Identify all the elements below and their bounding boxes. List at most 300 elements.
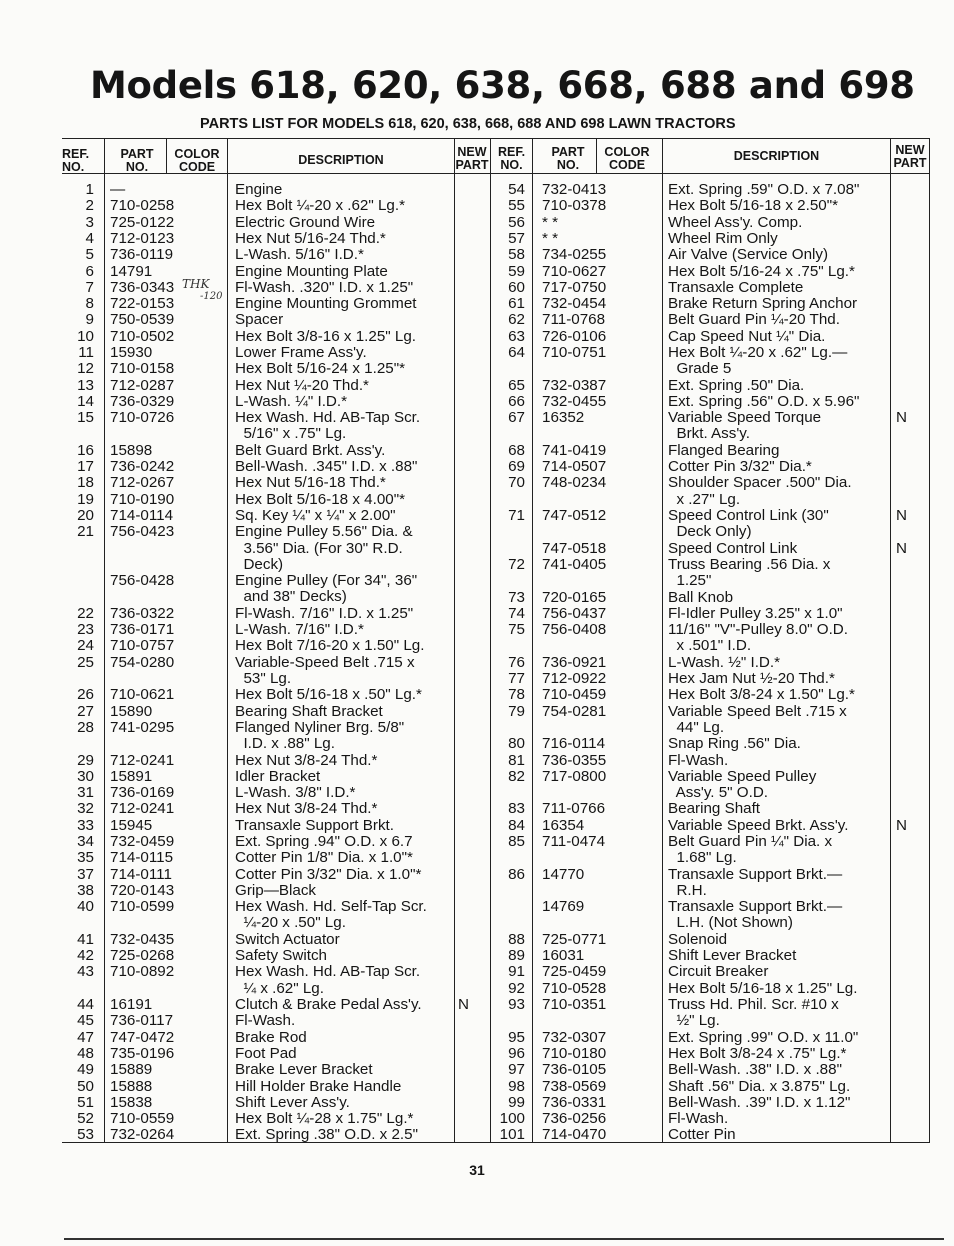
part-number: 756-0408	[542, 621, 607, 639]
part-number: 710-0757	[110, 637, 175, 655]
part-description: L-Wash. ¼" I.D.*	[235, 392, 348, 410]
part-description: Lower Frame Ass'y.	[235, 344, 367, 361]
part-number: 732-0459	[110, 833, 175, 850]
part-description: Bell-Wash. .345" I.D. x .88"	[235, 458, 418, 476]
ref-number: 32	[77, 800, 94, 818]
part-number: * *	[542, 229, 559, 247]
ref-number: 60	[508, 278, 525, 296]
ref-number: 5	[85, 246, 94, 264]
part-number: 754-0281	[542, 702, 607, 720]
ref-number: 33	[77, 816, 94, 834]
part-number: 712-0287	[110, 376, 175, 394]
part-number: 736-0331	[542, 1093, 607, 1111]
new-part-flag: N	[458, 996, 469, 1013]
part-description: Hex Bolt 5/16-18 x 4.00"*	[235, 490, 406, 508]
part-description: L-Wash. 5/16" I.D.*	[235, 246, 364, 264]
ref-number: 63	[508, 327, 525, 345]
ref-number: 53	[77, 1126, 94, 1144]
ref-number: 28	[77, 718, 94, 736]
part-number: 710-0378	[542, 197, 607, 215]
part-description: Flanged Nyliner Brg. 5/8" I.D. x .88" Lg.	[235, 718, 405, 753]
part-number: 710-0502	[110, 327, 175, 345]
ref-number: 9	[85, 311, 94, 329]
part-number: 15930	[110, 344, 153, 361]
ref-number: 24	[77, 637, 94, 655]
part-number: 735-0196	[110, 1044, 175, 1062]
part-description: Variable-Speed Belt .715 x 53" Lg.	[235, 653, 415, 687]
ref-number: 80	[508, 735, 525, 753]
part-description: Bell-Wash. .38" I.D. x .88"	[668, 1061, 842, 1079]
part-description: Ext. Spring .50" Dia.	[668, 376, 805, 394]
parts-list-subtitle: PARTS LIST FOR MODELS 618, 620, 638, 668, 688 AND 698 LAWN TRACTORS	[200, 116, 736, 132]
part-number: —	[110, 181, 126, 198]
ref-number: 100	[499, 1110, 525, 1128]
footer-rule	[64, 1238, 944, 1240]
part-description: Hex Wash. Hd. AB-Tap Scr. ¼ x .62" Lg.	[235, 963, 421, 997]
part-description: Ball Knob	[668, 588, 734, 606]
part-description: L-Wash. 3/8" I.D.*	[235, 784, 356, 802]
part-description: Sq. Key ¼" x ¼" x 2.00"	[235, 507, 396, 524]
part-description: Variable Speed Brkt. Ass'y.	[668, 816, 849, 834]
part-description: Hex Bolt ¼-28 x 1.75" Lg.*	[235, 1110, 414, 1128]
ref-number: 40	[77, 898, 94, 916]
part-description: Ext. Spring .99" O.D. x 11.0"	[668, 1028, 859, 1046]
header-color-code: COLOR CODE	[174, 147, 220, 174]
ref-number: 57	[508, 229, 525, 247]
ref-number: 23	[77, 621, 94, 639]
part-description: Ext. Spring .94" O.D. x 6.7	[235, 833, 413, 850]
ref-number: 77	[508, 670, 525, 687]
part-number: 710-0627	[542, 262, 607, 280]
part-description: Idler Bracket	[235, 767, 321, 785]
part-description: Brake Rod	[235, 1028, 307, 1046]
ref-number: 49	[77, 1061, 94, 1079]
ref-number: 64	[508, 344, 525, 361]
ref-number: 98	[508, 1077, 525, 1095]
part-description: Engine Pulley 5.56" Dia. & 3.56" Dia. (For 30" R.D. Deck)	[235, 523, 413, 573]
header-description: DESCRIPTION	[733, 149, 820, 163]
ref-number: 17	[77, 458, 94, 476]
ref-number: 56	[508, 213, 525, 231]
part-description: Bearing Shaft Bracket	[235, 702, 383, 720]
page-number: 31	[469, 1162, 485, 1178]
ref-number: 19	[77, 490, 94, 508]
part-number: 750-0539	[110, 311, 175, 329]
part-number: 756-0428	[110, 572, 175, 590]
part-number: 736-0329	[110, 392, 175, 410]
ref-number: 25	[77, 653, 94, 671]
part-description: Ext. Spring .56" O.D. x 5.96"	[668, 392, 860, 410]
part-number: 16191	[110, 996, 153, 1013]
ref-number: 93	[508, 996, 525, 1013]
part-number: 732-0454	[542, 295, 607, 313]
part-description: Bearing Shaft	[668, 800, 761, 818]
part-number: 14769	[542, 898, 585, 916]
ref-number: 13	[77, 376, 94, 394]
part-number: 712-0241	[110, 751, 175, 769]
ref-number: 12	[77, 360, 94, 378]
part-number: 15888	[110, 1077, 153, 1095]
part-description: Hex Bolt 3/8-24 x .75" Lg.*	[668, 1044, 847, 1062]
part-number: 717-0800	[542, 767, 607, 785]
ref-number: 82	[508, 767, 525, 785]
part-description: Safety Switch	[235, 947, 328, 965]
part-description: Bell-Wash. .39" I.D. x 1.12"	[668, 1093, 851, 1111]
ref-number: 97	[508, 1061, 525, 1079]
part-number: 732-0413	[542, 181, 607, 198]
part-description: Grip—Black	[235, 881, 317, 899]
part-description: 11/16" "V"-Pulley 8.0" O.D. x .501" I.D.	[668, 621, 848, 655]
part-description: Fl-Wash.	[235, 1012, 296, 1030]
part-number: 16352	[542, 409, 585, 427]
part-description: Belt Guard Brkt. Ass'y.	[235, 441, 386, 459]
header-part-no: PART NO.	[120, 147, 154, 174]
part-description: Hex Nut ¼-20 Thd.*	[235, 376, 369, 394]
ref-number: 16	[77, 441, 94, 459]
ref-number: 76	[508, 653, 525, 671]
part-number: 736-0105	[542, 1061, 607, 1079]
ref-number: 43	[77, 963, 94, 981]
part-description: Shift Lever Ass'y.	[235, 1093, 350, 1111]
ref-number: 69	[508, 458, 525, 476]
ref-number: 92	[508, 979, 525, 997]
part-number: 15898	[110, 441, 153, 459]
part-description: Hex Bolt 5/16-24 x .75" Lg.*	[668, 262, 855, 280]
part-description: Ext. Spring .59" O.D. x 7.08"	[668, 181, 860, 198]
new-part-flag: N	[896, 539, 907, 557]
part-description: Hex Nut 3/8-24 Thd.*	[235, 751, 378, 769]
header-color-code: COLOR CODE	[604, 145, 650, 172]
part-number: 712-0267	[110, 474, 175, 492]
part-description: Fl-Idler Pulley 3.25" x 1.0"	[668, 604, 843, 622]
part-number: 741-0295	[110, 718, 175, 736]
part-description: Hex Bolt 5/16-24 x 1.25"*	[235, 360, 406, 378]
part-number: * *	[542, 213, 559, 231]
part-description: Wheel Ass'y. Comp.	[668, 213, 803, 231]
ref-number: 73	[508, 588, 525, 606]
new-part-flag: N	[896, 409, 907, 427]
part-number: 712-0123	[110, 229, 175, 247]
part-number: 15945	[110, 816, 153, 834]
ref-number: 31	[77, 784, 94, 802]
part-number: 15890	[110, 702, 153, 720]
ref-number: 67	[508, 409, 525, 427]
part-number: 710-0599	[110, 898, 175, 916]
ref-number: 79	[508, 702, 525, 720]
part-description: Air Valve (Service Only)	[668, 246, 829, 264]
ref-number: 27	[77, 702, 94, 720]
header-ref-no: REF. NO.	[62, 147, 90, 174]
part-number: 732-0264	[110, 1126, 175, 1144]
part-number: 725-0268	[110, 947, 175, 965]
ref-number: 86	[508, 865, 525, 883]
ref-number: 52	[77, 1110, 94, 1128]
ref-number: 62	[508, 311, 525, 329]
ref-number: 6	[85, 262, 94, 280]
handwritten-note: -120	[200, 291, 223, 302]
part-description: Variable Speed Belt .715 x 44" Lg.	[668, 702, 847, 736]
part-number: 720-0143	[110, 881, 175, 899]
ref-number: 8	[85, 295, 94, 313]
column-divider	[490, 139, 491, 1142]
part-description: Hex Bolt 3/8-24 x 1.50" Lg.*	[668, 686, 855, 704]
part-number: 14770	[542, 865, 585, 883]
part-number: 714-0507	[542, 458, 607, 476]
part-description: Speed Control Link	[668, 539, 798, 557]
part-number: 717-0750	[542, 278, 607, 296]
column-divider	[532, 139, 533, 1142]
part-number: 711-0766	[542, 800, 606, 818]
part-number: 710-0180	[542, 1044, 607, 1062]
part-description: Ext. Spring .38" O.D. x 2.5"	[235, 1126, 418, 1144]
part-description: Cotter Pin 3/32" Dia.*	[668, 458, 812, 476]
part-description: Clutch & Brake Pedal Ass'y.	[235, 996, 422, 1013]
part-number: 716-0114	[542, 735, 606, 753]
part-description: Cap Speed Nut ¼" Dia.	[668, 327, 826, 345]
column-divider	[662, 139, 663, 1142]
ref-number: 1	[85, 181, 94, 198]
table-right-edge	[929, 139, 930, 1142]
part-description: Brake Lever Bracket	[235, 1061, 373, 1079]
part-number: 714-0115	[110, 849, 174, 867]
part-number: 712-0241	[110, 800, 175, 818]
part-number: 734-0255	[542, 246, 607, 264]
ref-number: 74	[508, 604, 525, 622]
ref-number: 70	[508, 474, 525, 492]
part-number: 756-0437	[542, 604, 607, 622]
part-number: 736-0322	[110, 604, 175, 622]
part-description: Fl-Wash.	[668, 1110, 729, 1128]
part-number: 738-0569	[542, 1077, 607, 1095]
ref-number: 89	[508, 947, 525, 965]
part-description: Transaxle Support Brkt.— L.H. (Not Shown)	[668, 898, 843, 932]
ref-number: 4	[85, 229, 94, 247]
part-description: Hex Bolt 5/16-18 x .50" Lg.*	[235, 686, 422, 704]
part-number: 741-0405	[542, 555, 607, 573]
part-number: 710-0459	[542, 686, 607, 704]
part-number: 710-0258	[110, 197, 175, 215]
part-number: 726-0106	[542, 327, 607, 345]
ref-number: 78	[508, 686, 525, 704]
part-number: 710-0559	[110, 1110, 175, 1128]
ref-number: 48	[77, 1044, 94, 1062]
part-description: Hill Holder Brake Handle	[235, 1077, 402, 1095]
part-number: 748-0234	[542, 474, 607, 492]
ref-number: 88	[508, 930, 525, 948]
ref-number: 26	[77, 686, 94, 704]
part-number: 736-0242	[110, 458, 175, 476]
ref-number: 47	[77, 1028, 94, 1046]
ref-number: 14	[77, 392, 94, 410]
part-description: Shaft .56" Dia. x 3.875" Lg.	[668, 1077, 851, 1095]
ref-number: 75	[508, 621, 525, 639]
ref-number: 68	[508, 441, 525, 459]
part-description: Hex Nut 3/8-24 Thd.*	[235, 800, 378, 818]
handwritten-note: THK	[182, 277, 210, 291]
ref-number: 21	[77, 523, 94, 541]
ref-number: 11	[78, 344, 94, 361]
part-number: 736-0256	[542, 1110, 607, 1128]
part-description: Hex Bolt 5/16-18 x 1.25" Lg.	[668, 979, 858, 997]
part-number: 714-0470	[542, 1126, 607, 1144]
part-description: Hex Bolt 5/16-18 x 2.50"*	[668, 197, 839, 215]
header-new-part: NEW PART	[455, 145, 489, 172]
part-description: Wheel Rim Only	[668, 229, 778, 247]
part-description: Hex Bolt 3/8-16 x 1.25" Lg.	[235, 327, 416, 345]
part-description: Switch Actuator	[235, 930, 340, 948]
part-description: Fl-Wash. 7/16" I.D. x 1.25"	[235, 604, 414, 622]
ref-number: 50	[77, 1077, 94, 1095]
ref-number: 30	[77, 767, 94, 785]
ref-number: 61	[508, 295, 525, 313]
part-description: Hex Bolt ¼-20 x .62" Lg.— Grade 5	[668, 344, 848, 378]
part-number: 732-0435	[110, 930, 175, 948]
part-description: Hex Bolt 7/16-20 x 1.50" Lg.	[235, 637, 425, 655]
part-description: Hex Wash. Hd. Self-Tap Scr. ¼-20 x .50" Lg.	[235, 898, 427, 932]
part-number: 747-0472	[110, 1028, 175, 1046]
part-description: Shift Lever Bracket	[668, 947, 797, 965]
ref-number: 71	[508, 507, 525, 524]
new-part-flag: N	[896, 816, 907, 834]
part-description: L-Wash. 7/16" I.D.*	[235, 621, 364, 639]
part-description: Transaxle Complete	[668, 278, 804, 296]
ref-number: 81	[508, 751, 525, 769]
part-description: Snap Ring .56" Dia.	[668, 735, 801, 753]
ref-number: 58	[508, 246, 525, 264]
part-number: 732-0387	[542, 376, 607, 394]
part-description: Cotter Pin 1/8" Dia. x 1.0"*	[235, 849, 413, 867]
part-number: 736-0355	[542, 751, 607, 769]
part-description: L-Wash. ½" I.D.*	[668, 653, 781, 671]
ref-number: 42	[77, 947, 94, 965]
part-description: Solenoid	[668, 930, 728, 948]
ref-number: 34	[77, 833, 94, 850]
ref-number: 83	[508, 800, 525, 818]
header-ref-no: REF. NO.	[497, 145, 526, 172]
part-description: Engine Pulley (For 34", 36" and 38" Decks)	[235, 572, 418, 606]
header-part-no: PART NO.	[551, 145, 585, 172]
ref-number: 45	[77, 1012, 94, 1030]
part-description: Brake Return Spring Anchor	[668, 295, 858, 313]
part-number: 710-0158	[110, 360, 175, 378]
ref-number: 37	[77, 865, 94, 883]
part-number: 754-0280	[110, 653, 175, 671]
table-top-rule	[62, 138, 930, 139]
part-number: 725-0771	[542, 930, 607, 948]
ref-number: 51	[77, 1093, 94, 1111]
ref-number: 22	[77, 604, 94, 622]
part-number: 725-0122	[110, 213, 175, 231]
ref-number: 72	[508, 555, 525, 573]
ref-number: 59	[508, 262, 525, 280]
part-number: 15889	[110, 1061, 153, 1079]
part-number: 736-0117	[110, 1012, 174, 1030]
part-description: Truss Hd. Phil. Scr. #10 x ½" Lg.	[668, 996, 839, 1030]
part-number: 710-0190	[110, 490, 175, 508]
part-number: 736-0171	[110, 621, 175, 639]
part-number: 710-0751	[542, 344, 607, 361]
ref-number: 38	[77, 881, 94, 899]
part-description: Cotter Pin 3/32" Dia. x 1.0"*	[235, 865, 422, 883]
part-description: Fl-Wash.	[668, 751, 729, 769]
ref-number: 91	[508, 963, 525, 981]
part-description: Transaxle Support Brkt.— R.H.	[668, 865, 843, 899]
ref-number: 65	[508, 376, 525, 394]
page-title: Models 618, 620, 638, 668, 688 and 698	[90, 64, 915, 107]
ref-number: 44	[77, 996, 94, 1013]
part-description: Shoulder Spacer .500" Dia. x .27" Lg.	[668, 474, 852, 508]
part-number: 710-0351	[542, 996, 607, 1013]
part-number: 736-0119	[110, 246, 174, 264]
header-new-part: NEW PART	[893, 143, 927, 170]
part-number: 16031	[542, 947, 585, 965]
part-description: Belt Guard Pin ¼" Dia. x 1.68" Lg.	[668, 833, 833, 867]
part-number: 756-0423	[110, 523, 175, 541]
part-description: Hex Jam Nut ½-20 Thd.*	[668, 670, 835, 687]
new-part-flag: N	[896, 507, 907, 524]
part-number: 711-0474	[542, 833, 606, 850]
ref-number: 3	[85, 213, 94, 231]
part-description: Belt Guard Pin ¼-20 Thd.	[668, 311, 840, 329]
part-number: 710-0528	[542, 979, 607, 997]
part-number: 736-0169	[110, 784, 175, 802]
ref-number: 15	[77, 409, 94, 427]
part-number: 15838	[110, 1093, 153, 1111]
part-description: Hex Nut 5/16-24 Thd.*	[235, 229, 386, 247]
ref-number: 20	[77, 507, 94, 524]
part-description: Spacer	[235, 311, 284, 329]
ref-number: 55	[508, 197, 525, 215]
part-description: Hex Bolt ¼-20 x .62" Lg.*	[235, 197, 406, 215]
part-description: Engine Mounting Plate	[235, 262, 388, 280]
part-number: 725-0459	[542, 963, 607, 981]
header-description: DESCRIPTION	[298, 153, 384, 167]
ref-number: 2	[85, 197, 94, 215]
column-divider	[104, 139, 105, 1142]
ref-number: 95	[508, 1028, 525, 1046]
part-number: 741-0419	[542, 441, 607, 459]
part-number: 710-0726	[110, 409, 175, 427]
part-description: Speed Control Link (30" Deck Only)	[668, 507, 829, 541]
ref-number: 7	[85, 278, 94, 296]
part-number: 736-0921	[542, 653, 607, 671]
part-description: Hex Nut 5/16-18 Thd.*	[235, 474, 386, 492]
part-number: 712-0922	[542, 670, 607, 687]
part-number: 732-0455	[542, 392, 607, 410]
part-description: Transaxle Support Brkt.	[235, 816, 394, 834]
ref-number: 29	[77, 751, 94, 769]
part-number: 15891	[110, 767, 153, 785]
part-number: 722-0153	[110, 295, 175, 313]
ref-number: 10	[77, 327, 94, 345]
column-divider	[890, 139, 891, 1142]
part-description: Fl-Wash. .320" I.D. x 1.25"	[235, 278, 414, 296]
part-description: Engine	[235, 181, 283, 198]
part-description: Circuit Breaker	[668, 963, 769, 981]
ref-number: 54	[508, 181, 525, 198]
part-number: 710-0621	[110, 686, 175, 704]
ref-number: 99	[508, 1093, 525, 1111]
part-number: 747-0512	[542, 507, 607, 524]
part-number: 16354	[542, 816, 585, 834]
part-description: Flanged Bearing	[668, 441, 780, 459]
ref-number: 66	[508, 392, 525, 410]
part-description: Electric Ground Wire	[235, 213, 376, 231]
part-number: 710-0892	[110, 963, 175, 981]
part-description: Variable Speed Torque Brkt. Ass'y.	[668, 409, 822, 443]
part-number: 747-0518	[542, 539, 607, 557]
column-divider	[227, 139, 228, 1142]
